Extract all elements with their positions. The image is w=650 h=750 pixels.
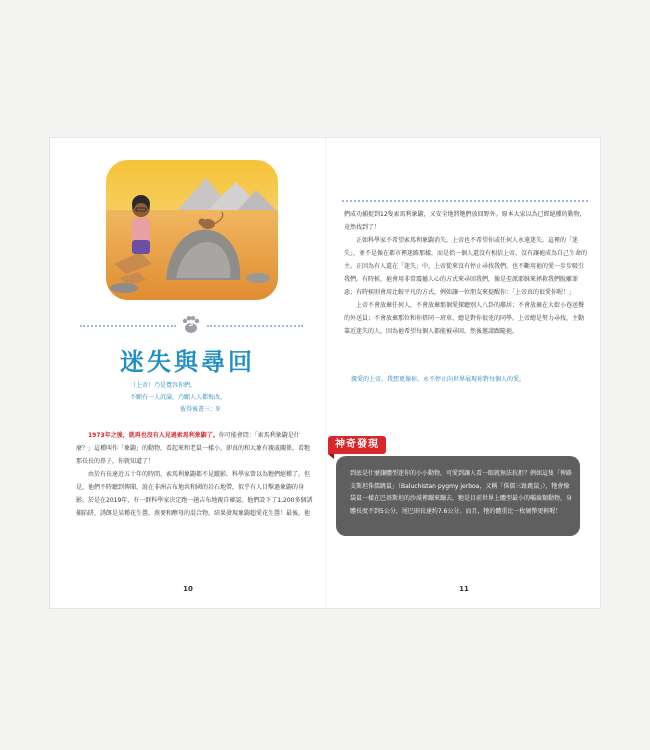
left-divider-line <box>80 325 176 327</box>
highlight-text: 1973年之後，就再也沒有人見過索馬利象鼩了。 <box>88 432 219 439</box>
paragraph: 們成功捕捉到12隻索馬利象鼩，又安全地將牠們放回野外。原本大家以為已經絕種的動物，竟然找到了！ <box>344 211 586 231</box>
chapter-illustration <box>106 160 278 300</box>
verse-line: 不願有一人沉淪，乃願人人都悔改。 <box>130 394 227 401</box>
right-body-text <box>344 208 588 338</box>
right-page <box>326 138 600 608</box>
paragraph: 上帝不會放棄任何人，不會放棄那個愛探聽別人八卦的鄰居；不會放棄在大街小巷送餐的外送員；不會放棄那位和你搭同一班車、總是對你很兇的同學。上帝總是努力尋找、主動靠近迷失的人，因為祂希望每個人都能被尋回，然後邀請跟隨祂。 <box>344 302 585 335</box>
page-number: 11 <box>459 585 469 593</box>
left-body-text <box>76 429 314 520</box>
paragraph-text: 你可能會問：「索馬利象鼩是什麼？」這種叫作「象鼩」的動物，看起來和老鼠一樣小，卻真的和大象有親戚關係，看牠那長長的鼻子，你就知道了！ <box>76 432 311 465</box>
verse-reference: 彼得後書三：9 <box>180 406 220 413</box>
verse-line: （上帝）乃是寬容你們， <box>130 382 197 389</box>
top-divider-line <box>342 200 588 202</box>
callout-text: 到底是什麼讓體型迷你的小小動物，可愛到讓人看一眼就無法抗拒？例如這隻「俾路支斯坦侏儒跳鼠」（Baluchistan pygmy jerboa，又稱「侏儒三趾跳鼠」），牠會像袋鼠一樣在巴基斯坦的沙漠裡蹦來蹦去，牠是目前世界上體型最小的囓齒類動物，身體長度不到5公分，尾巴則長達約7.6公分。而且，牠的體重比一枚硬幣更輕喔！ <box>350 470 573 515</box>
right-divider-line <box>207 325 303 327</box>
paragraph: 正如科學家不希望索馬利象鼩消失，上帝也不希望你或任何人永遠迷失。這裡的「迷失」，並不是像在都市裡迷路那樣，而是指一個人還沒有相信上帝、沒有讓祂成為自己生命的主。正因為有人還在「迷失」中，上帝從來沒有停止尋找我們，也不斷用祂的愛一步步吸引我們。有時候，祂會用非常震撼人心的方式來尋回我們，像是差派耶穌來拯救我們脫離罪惡；有時候則會用比較平凡的方式，例如讓一位朋友來提醒你：「上帝真的很愛你喔！」 <box>344 237 588 296</box>
paragraph: 由於有長達近五十年的時間，索馬利象鼩都不見蹤影，科學家曾以為牠們絕種了。但是，他們不時聽到傳聞，說在非洲吉布地共和國的岩石地帶，似乎有人目擊過象鼩的身影。於是在2019年，有一群科學家決定跑一趟吉布地親自確認。他們設下了1,200多個誘捕陷阱，誘餌是某種花生醬、燕麥和酵母的混合物。結果發現象鼩超愛花生醬！最後，他 <box>76 471 313 517</box>
book-spread <box>50 138 600 608</box>
paw-chapter-icon <box>181 315 201 335</box>
paragraph <box>76 429 314 468</box>
chapter-number: 3 <box>188 320 194 328</box>
closing-prayer: 親愛的上帝，我想更像祢，永不停止向世界展現祢對每個人的愛。 <box>351 376 526 383</box>
callout-tag: 神奇發現 <box>328 436 386 454</box>
scripture-verse <box>130 380 300 416</box>
chapter-title: 迷失與尋回 <box>120 348 255 376</box>
tag-fold <box>328 454 334 459</box>
fun-fact-callout <box>336 456 580 536</box>
left-page <box>50 138 325 608</box>
page-number: 10 <box>183 585 193 593</box>
